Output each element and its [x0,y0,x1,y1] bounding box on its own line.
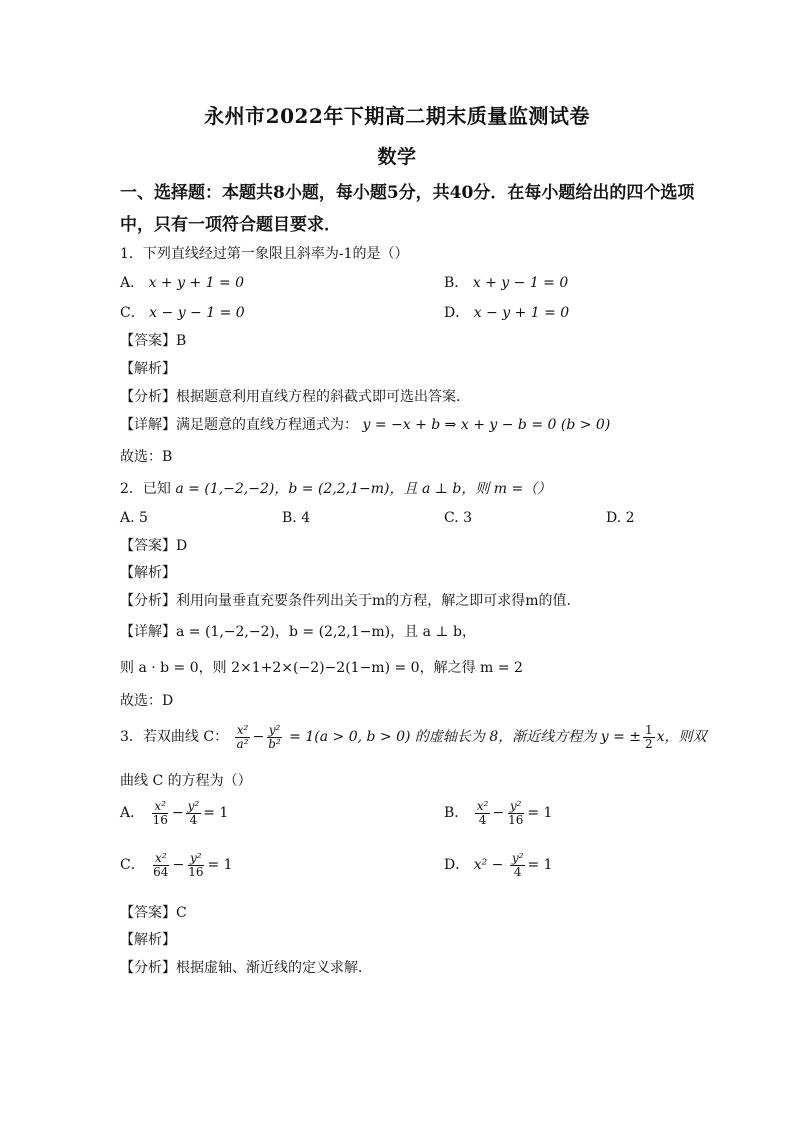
q1-option-d-label: D． [444,305,470,321]
frac-den: 4 [478,812,487,827]
q2-option-d: D. 2 [606,510,635,526]
frac-den: 4 [189,812,198,827]
frac-num: x² [155,851,167,865]
q1-option-a-label: A． [120,275,145,291]
q1-option-a [120,272,244,292]
q1-option-b-label: B． [444,275,469,291]
q1-option-c-expr: x − y − 1 = 0 [149,305,245,321]
q3-analysis-heading: 【解析】 [120,932,176,948]
exam-title: 永州市2022年下期高二期末质量监测试卷 [204,104,590,128]
q2-stem-prefix: 2．已知 [120,481,171,497]
q2-analysis-heading: 【解析】 [120,565,176,581]
frac-den: 4 [513,864,522,879]
q3-frac-x-num: x² [236,723,249,737]
q1-detail-expr: y = −x + b ⇒ x + y − b = 0 (b > 0) [362,417,611,433]
q3-option-a-frac-y [186,800,202,826]
q3-stem-line2: 曲线 C 的方程为（） [120,773,252,789]
section-heading-line2: 中，只有一项符合题目要求． [120,215,341,235]
q3-frac-x-over-a [235,724,251,750]
q1-analysis-heading: 【解析】 [120,361,176,377]
q2-detail: 【详解】a = (1,−2,−2)，b = (2,2,1−m)，且 a ⊥ b， [120,624,476,640]
q3-option-b-frac-y [506,800,525,826]
q2-answer: 【答案】D [120,538,188,554]
exam-subject: 数学 [377,146,417,168]
q2-stem [120,478,551,498]
q3-option-a [120,800,228,826]
q3-stem [120,724,707,750]
minus-sign: − [171,805,184,822]
q3-frac-half-num: 1 [645,723,653,737]
q2-option-a: A. 5 [120,510,148,526]
frac-num: y² [187,799,200,813]
q2-option-c: C. 3 [444,510,473,526]
q3-frac-y-over-b [266,724,283,750]
equals-one: = 1 [207,857,233,874]
q3-stem-end: x，则双 [656,729,707,746]
q3-frac-half [643,724,655,750]
minus-sign: − [172,857,185,874]
q1-option-b [444,272,568,292]
frac-num: y² [509,799,522,813]
q2-option-b: B. 4 [282,510,311,526]
q1-stem: 1．下列直线经过第一象限且斜率为-1的是（） [120,246,409,262]
q1-option-d [444,302,569,322]
frac-num: y² [511,851,524,865]
q2-stem-expr: a = (1,−2,−2)，b = (2,2,1−m)，且 a ⊥ b，则 m =（） [175,481,552,497]
q1-option-d-expr: x − y + 1 = 0 [473,305,570,321]
q3-frac-a-den: a² [236,736,249,751]
q3-option-b [444,800,552,826]
frac-num: y² [190,851,202,865]
section-heading-line1: 一、选择题：本题共8小题，每小题5分，共40分．在每小题给出的四个选项 [120,183,695,203]
q3-option-b-label: B． [444,805,469,822]
q1-answer: 【答案】B [120,333,187,349]
q3-option-a-frac-x [151,800,170,826]
frac-num: x² [476,799,489,813]
q3-option-d [444,852,553,878]
q3-option-c-label: C． [120,857,145,874]
q3-stem-mid: = 1(a > 0, b > 0) 的虚轴长为 8，渐近线方程为 y = ± [284,729,642,746]
q3-frac-half-den: 2 [645,736,653,751]
q3-option-a-label: A． [120,805,145,822]
q1-option-c-label: C． [120,305,145,321]
q3-frac-y-num: y² [268,723,281,737]
frac-den: 64 [153,864,169,879]
equals-one: = 1 [527,805,553,822]
q3-answer: 【答案】C [120,905,187,921]
q3-minus: − [252,729,265,746]
q1-detail [120,414,610,434]
q1-detail-prefix: 【详解】满足题意的直线方程通式为： [120,417,358,433]
q3-option-d-frac-y [510,852,526,878]
q3-option-c-frac-x [151,852,170,878]
equals-one: = 1 [527,857,553,874]
frac-den: 16 [508,812,524,827]
frac-den: 16 [188,864,204,879]
q3-analysis: 【分析】根据虚轴、渐近线的定义求解． [120,960,372,976]
q3-frac-b-den: b² [268,736,281,751]
q3-option-d-pre: x² − [473,857,504,874]
q2-analysis: 【分析】利用向量垂直充要条件列出关于m的方程，解之即可求得m的值． [120,593,581,609]
q2-derivation: 则 a · b = 0，则 2×1+2×(−2)−2(1−m) = 0，解之得 m = 2 [120,660,523,676]
q2-choice: 故选：D [120,693,174,709]
q3-stem-prefix: 3．若双曲线 C： [120,729,229,746]
q1-option-b-expr: x + y − 1 = 0 [472,275,569,291]
q1-analysis: 【分析】根据题意利用直线方程的斜截式即可选出答案． [120,389,470,405]
frac-num: x² [154,799,166,813]
q1-option-c [120,302,245,322]
equals-one: = 1 [203,805,229,822]
minus-sign: − [492,805,505,822]
frac-den: 16 [152,812,168,827]
q3-option-d-label: D． [444,857,470,874]
q3-option-c-frac-y [186,852,205,878]
q1-choice: 故选：B [120,449,173,465]
q3-option-c [120,852,233,878]
q3-option-b-frac-x [475,800,491,826]
q1-option-a-expr: x + y + 1 = 0 [148,275,245,291]
